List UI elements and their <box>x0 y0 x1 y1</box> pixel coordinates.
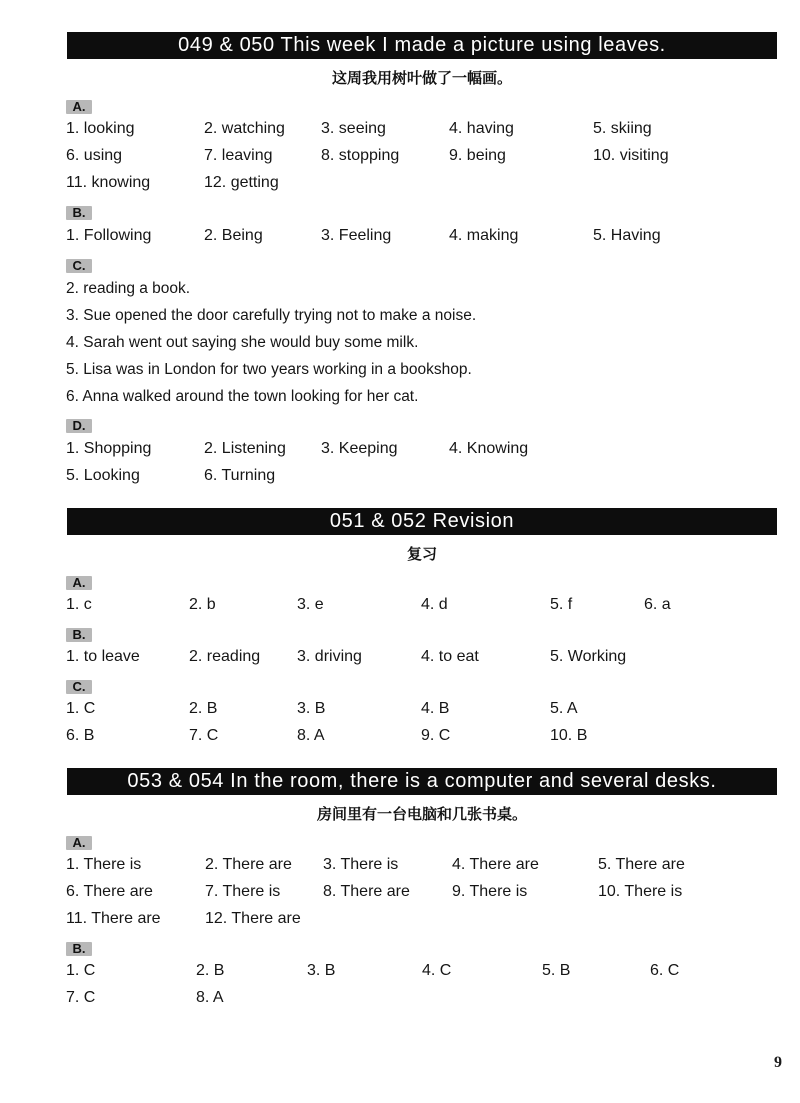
answer-item: 6. a <box>644 596 671 613</box>
section-subtitle-051-052: 复习 <box>406 545 437 563</box>
answer-item: 1. C <box>66 962 96 979</box>
answer-sentence: 3. Sue opened the door carefully trying not to make a noise. <box>66 307 477 324</box>
answer-item: 1. Shopping <box>66 440 152 457</box>
answer-item: 1. C <box>66 700 96 717</box>
answer-item: 1. Following <box>66 227 152 244</box>
answer-item: 11. There are <box>66 910 161 927</box>
answer-item: 7. There is <box>205 883 281 900</box>
answer-item: 8. A <box>196 989 224 1006</box>
answer-item: 4. d <box>421 596 448 613</box>
answer-item: 9. being <box>449 147 506 164</box>
answer-item: 6. C <box>650 962 680 979</box>
answer-item: 2. reading <box>189 648 261 665</box>
answer-item: 12. There are <box>205 910 301 927</box>
answer-item: 3. seeing <box>321 120 386 137</box>
answer-item: 8. There are <box>323 883 410 900</box>
exercise-label-b: B. <box>66 628 92 642</box>
answer-item: 5. There are <box>598 856 685 873</box>
answer-item: 2. There are <box>205 856 292 873</box>
answer-item: 4. having <box>449 120 514 137</box>
answer-item: 6. Turning <box>204 467 276 484</box>
answer-item: 6. B <box>66 727 95 744</box>
exercise-label-b: B. <box>66 206 92 220</box>
answer-item: 12. getting <box>204 174 279 191</box>
answer-item: 11. knowing <box>66 174 151 191</box>
answer-item: 5. skiing <box>593 120 652 137</box>
answer-item: 8. A <box>297 727 325 744</box>
answer-item: 7. C <box>66 989 96 1006</box>
answer-item: 10. visiting <box>593 147 669 164</box>
answer-item: 2. watching <box>204 120 285 137</box>
answer-item: 1. to leave <box>66 648 140 665</box>
answer-item: 10. B <box>550 727 588 744</box>
answer-item: 9. C <box>421 727 451 744</box>
answer-item: 3. B <box>297 700 326 717</box>
section-title-053-054: 053 & 054 In the room, there is a computer and several desks. <box>67 768 777 795</box>
exercise-label-d: D. <box>66 419 92 433</box>
section-title-049-050: 049 & 050 This week I made a picture using leaves. <box>67 32 777 59</box>
answer-item: 2. B <box>196 962 225 979</box>
section-subtitle-049-050: 这周我用树叶做了一幅画。 <box>331 69 512 87</box>
answer-item: 5. Having <box>593 227 661 244</box>
answer-sentence: 5. Lisa was in London for two years working in a bookshop. <box>66 361 472 378</box>
answer-item: 3. There is <box>323 856 399 873</box>
answer-item: 2. Being <box>204 227 263 244</box>
answer-item: 8. stopping <box>321 147 400 164</box>
exercise-label-c: C. <box>66 259 92 273</box>
answer-item: 5. A <box>550 700 578 717</box>
exercise-label-c: C. <box>66 680 92 694</box>
answer-sentence: 2. reading a book. <box>66 280 191 297</box>
answer-item: 3. driving <box>297 648 362 665</box>
answer-item: 2. B <box>189 700 218 717</box>
answer-item: 5. Looking <box>66 467 140 484</box>
answer-item: 4. B <box>421 700 450 717</box>
answer-item: 10. There is <box>598 883 683 900</box>
exercise-label-a: A. <box>66 576 92 590</box>
answer-item: 5. Working <box>550 648 627 665</box>
answer-item: 7. C <box>189 727 219 744</box>
section-title-051-052: 051 & 052 Revision <box>67 508 777 535</box>
answer-item: 4. Knowing <box>449 440 529 457</box>
answer-item: 4. making <box>449 227 519 244</box>
section-subtitle-053-054: 房间里有一台电脑和几张书桌。 <box>316 805 527 823</box>
answer-item: 4. C <box>422 962 452 979</box>
answer-item: 1. There is <box>66 856 142 873</box>
answer-item: 1. looking <box>66 120 135 137</box>
exercise-label-a: A. <box>66 100 92 114</box>
answer-item: 1. c <box>66 596 92 613</box>
answer-item: 3. B <box>307 962 336 979</box>
answer-item: 4. There are <box>452 856 539 873</box>
answer-item: 5. f <box>550 596 573 613</box>
answer-item: 4. to eat <box>421 648 479 665</box>
exercise-label-b: B. <box>66 942 92 956</box>
answer-item: 6. using <box>66 147 123 164</box>
answer-sentence: 4. Sarah went out saying she would buy some milk. <box>66 334 419 351</box>
answer-item: 3. e <box>297 596 324 613</box>
answer-item: 3. Keeping <box>321 440 398 457</box>
answer-item: 5. B <box>542 962 571 979</box>
answer-item: 2. Listening <box>204 440 286 457</box>
exercise-label-a: A. <box>66 836 92 850</box>
answer-item: 3. Feeling <box>321 227 392 244</box>
page-number: 9 <box>774 1054 782 1071</box>
answer-item: 9. There is <box>452 883 528 900</box>
answer-item: 7. leaving <box>204 147 273 164</box>
answer-item: 2. b <box>189 596 216 613</box>
answer-sentence: 6. Anna walked around the town looking for her cat. <box>66 388 419 405</box>
answer-item: 6. There are <box>66 883 153 900</box>
